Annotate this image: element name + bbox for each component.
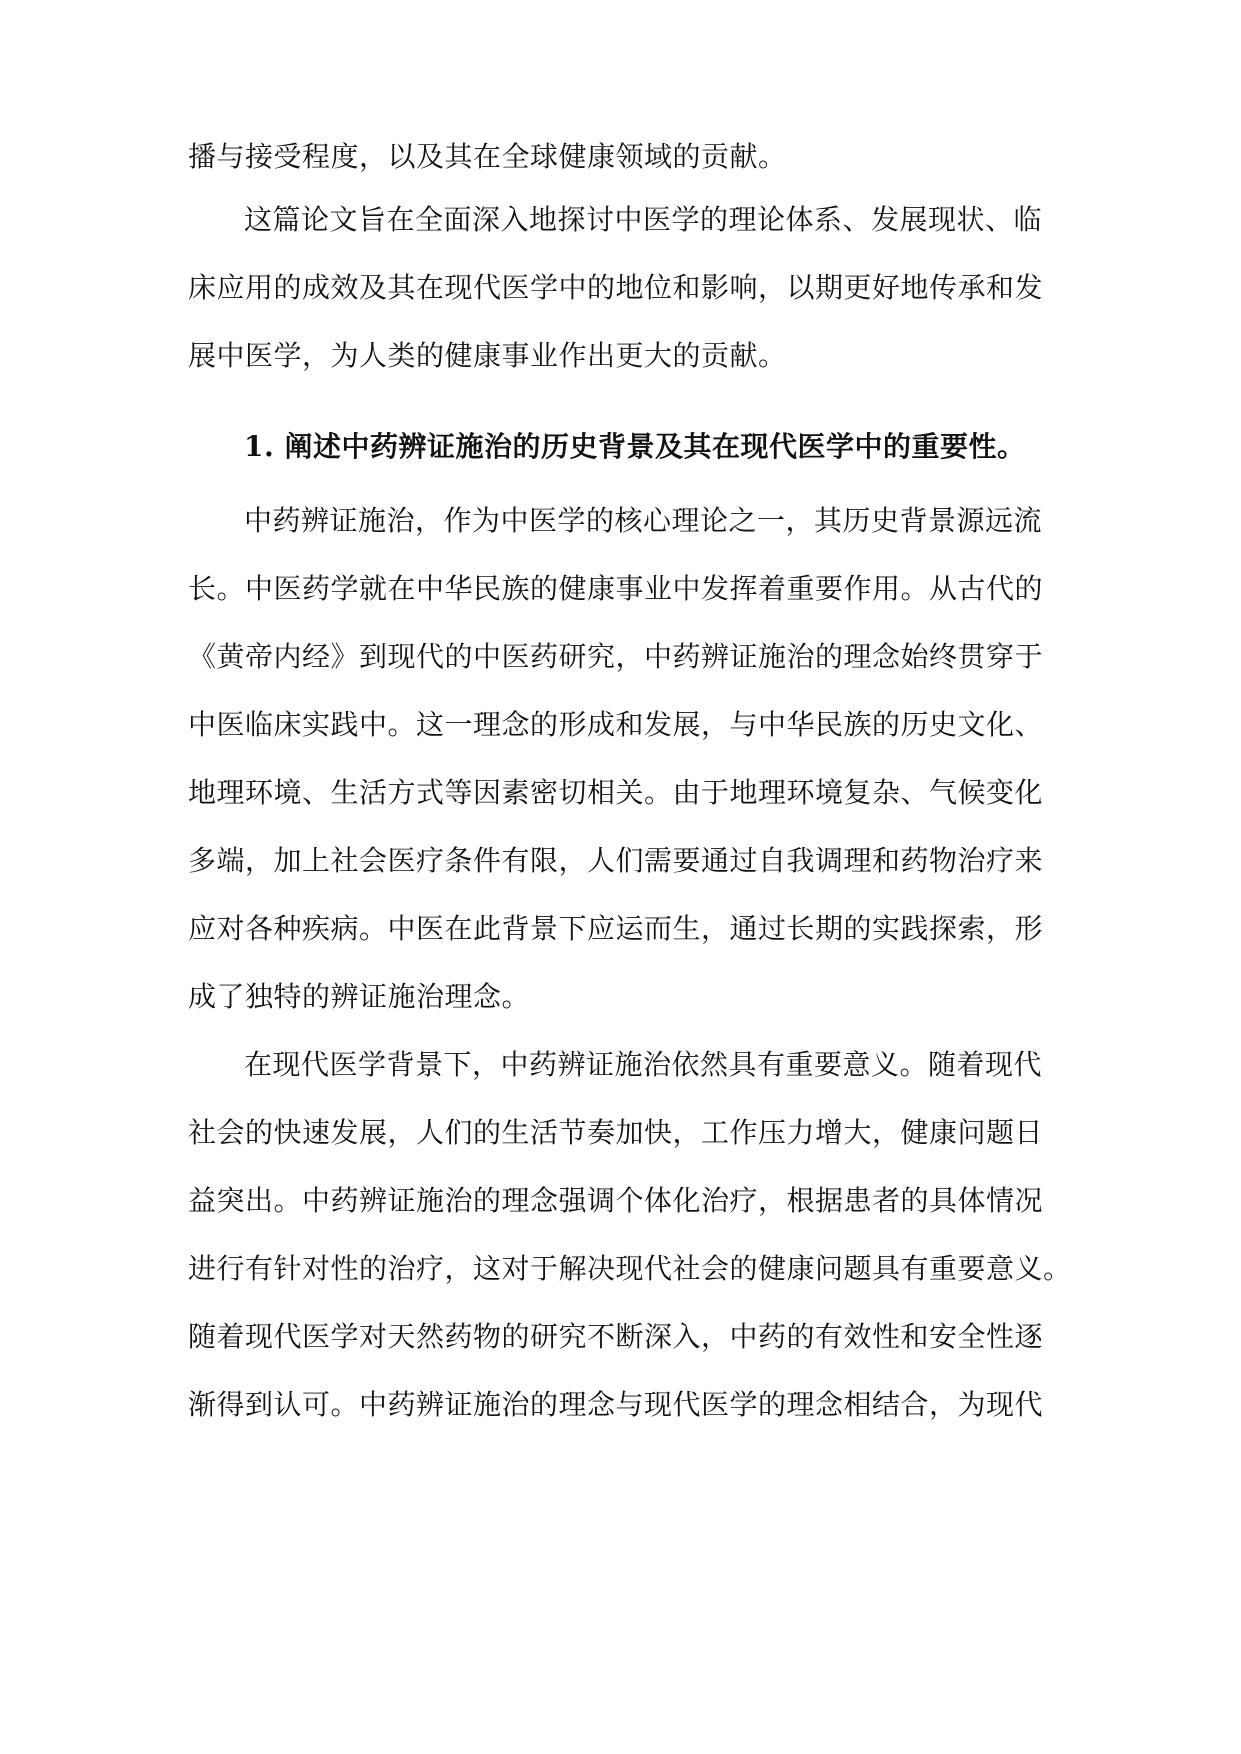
paragraph-line: 床应用的成效及其在现代医学中的地位和影响，以期更好地传承和发 (188, 271, 1044, 304)
paragraph-line: 渐得到认可。中药辨证施治的理念与现代医学的理念相结合，为现代 (188, 1388, 1044, 1421)
paragraph-line: 社会的快速发展，人们的生活节奏加快，工作压力增大，健康问题日 (188, 1116, 1044, 1149)
section-heading: 1. 阐述中药辨证施治的历史背景及其在现代医学中的重要性。 (244, 430, 1026, 463)
paragraph-line: 成了独特的辨证施治理念。 (188, 980, 531, 1013)
paragraph-line: 地理环境、生活方式等因素密切相关。由于地理环境复杂、气候变化 (188, 776, 1044, 809)
paragraph-line: 《黄帝内经》到现代的中医药研究，中药辨证施治的理念始终贯穿于 (188, 640, 1044, 673)
paragraph-line: 在现代医学背景下，中药辨证施治依然具有重要意义。随着现代 (244, 1048, 1043, 1081)
paragraph-line: 多端，加上社会医疗条件有限，人们需要通过自我调理和药物治疗来 (188, 844, 1044, 877)
paragraph-line: 随着现代医学对天然药物的研究不断深入，中药的有效性和安全性逐 (188, 1320, 1044, 1353)
paragraph-line: 展中医学，为人类的健康事业作出更大的贡献。 (188, 339, 787, 372)
paragraph-line: 中药辨证施治，作为中医学的核心理论之一，其历史背景源远流 (244, 504, 1043, 537)
paragraph-line: 中医临床实践中。这一理念的形成和发展，与中华民族的历史文化、 (188, 708, 1044, 741)
paragraph-line: 益突出。中药辨证施治的理念强调个体化治疗，根据患者的具体情况 (188, 1184, 1044, 1217)
paragraph-line: 这篇论文旨在全面深入地探讨中医学的理论体系、发展现状、临 (244, 203, 1043, 236)
paragraph-line: 长。中医药学就在中华民族的健康事业中发挥着重要作用。从古代的 (188, 572, 1044, 605)
paragraph-line: 应对各种疾病。中医在此背景下应运而生，通过长期的实践探索，形 (188, 912, 1044, 945)
paragraph-line: 进行有针对性的治疗，这对于解决现代社会的健康问题具有重要意义。 (188, 1252, 1072, 1285)
paragraph-line: 播与接受程度，以及其在全球健康领域的贡献。 (188, 140, 787, 173)
